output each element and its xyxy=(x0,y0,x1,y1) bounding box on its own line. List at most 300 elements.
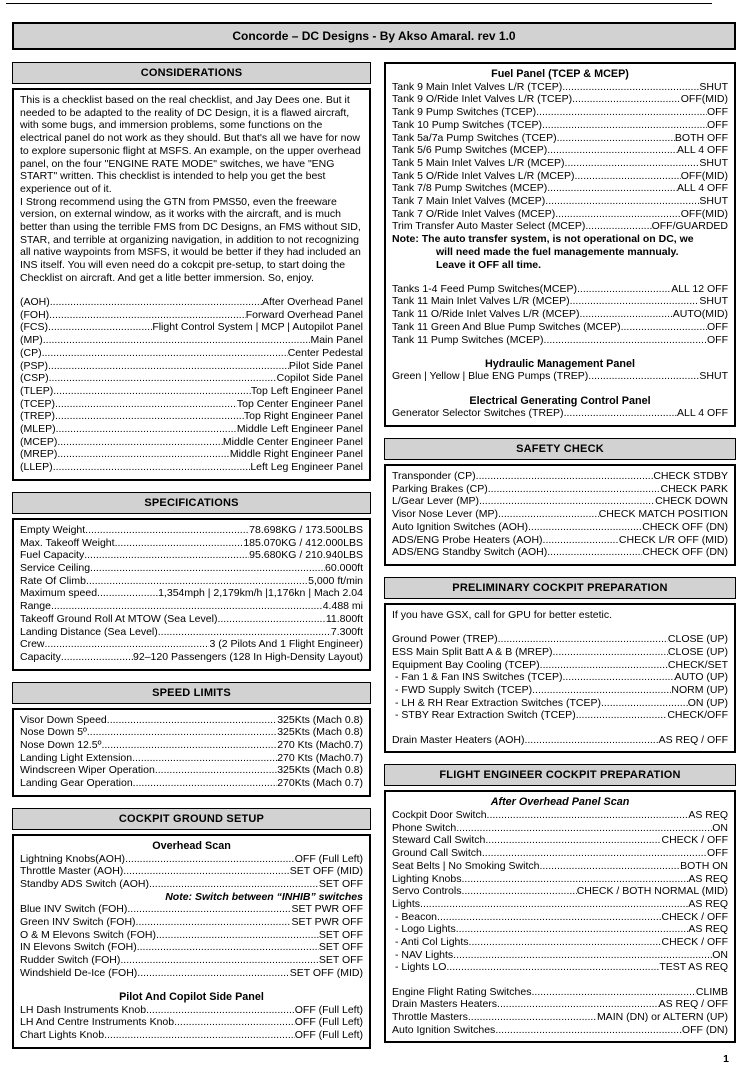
dot-leader xyxy=(420,898,688,911)
checklist-row xyxy=(20,423,363,436)
dot-leader xyxy=(55,410,244,423)
checklist-row xyxy=(392,974,728,986)
checklist-row xyxy=(20,714,363,727)
page-content xyxy=(12,22,736,1060)
dot-leader xyxy=(137,967,289,980)
checklist-row xyxy=(392,68,728,81)
row-value: ON xyxy=(712,821,728,834)
row-value: 325Kts (Mach 0.8) xyxy=(277,726,363,739)
row-value: CHECK / BOTH NORMAL (MID) xyxy=(576,885,728,898)
row-label: (FCS) xyxy=(20,321,48,334)
dot-leader xyxy=(120,954,318,967)
checklist-row xyxy=(392,283,728,296)
dot-leader xyxy=(217,613,325,626)
row-value: CHECK OFF (DN) xyxy=(642,546,728,559)
row-value: SHUT xyxy=(699,195,728,208)
row-label: Tank 11 Main Inlet Valves L/R (MCEP) xyxy=(392,295,570,308)
row-label: Tank 9 O/Ride Inlet Valves L/R (TCEP) xyxy=(392,93,573,106)
dot-leader xyxy=(545,195,699,208)
checklist-row xyxy=(392,321,728,334)
dot-leader xyxy=(547,182,677,195)
row-value: CLOSE (UP) xyxy=(667,633,728,646)
considerations-paragraph-1: This is a checklist based on the real checklist, and Jay Dees one. But it needed to be adapted to the reality of DC Design, it is a flawed aircraft, with some bugs, and immersion problems, some functions on the electrical panel do not work as they should. But that's all we have for now to explore supersonic flight at MSFS. An example, on the upper overhead panel, on the four "ENGINE RATE MODE" switches, we have "ENG START" written. This checklist is intended to help you get the best experience out of it. xyxy=(20,94,361,195)
row-label: O & M Elevons Switch (FOH) xyxy=(20,928,156,941)
row-label: Nose Down 5º xyxy=(20,726,87,739)
preliminary-cockpit-preparation-list xyxy=(392,609,728,746)
row-label: Tank 9 Pump Switches (TCEP) xyxy=(392,106,537,119)
row-value: AS REQ xyxy=(688,897,728,910)
section-considerations xyxy=(12,62,371,481)
checklist-row xyxy=(392,998,728,1011)
dot-leader xyxy=(564,407,677,420)
dot-leader xyxy=(570,295,700,308)
checklist-row xyxy=(392,709,728,722)
speed-limits-list xyxy=(20,714,363,790)
row-label: Service Ceiling xyxy=(20,562,91,574)
row-label: Takeoff Ground Roll At MTOW (Sea Level) xyxy=(20,612,218,625)
row-value: 95.680KG / 210.940LBS xyxy=(249,549,363,562)
row-label: Maximum speed xyxy=(20,587,98,600)
row-label: Visor Down Speed xyxy=(20,713,107,726)
checklist-row xyxy=(20,372,363,385)
dot-leader xyxy=(565,157,700,170)
dot-leader xyxy=(562,81,699,94)
row-label: Seat Belts | No Smoking Switch xyxy=(392,859,540,872)
row-value: OFF xyxy=(707,847,728,860)
row-value: Pilot Side Panel xyxy=(288,359,363,372)
checklist-row xyxy=(392,949,728,962)
row-label: (MREP) xyxy=(20,448,58,461)
row-value: OFF (DN) xyxy=(681,1023,728,1036)
dot-leader xyxy=(158,626,331,639)
row-value: AS REQ / OFF xyxy=(658,733,728,746)
dot-leader xyxy=(562,671,674,684)
safety-check-header: SAFETY CHECK xyxy=(384,438,736,460)
row-label: Tank 7/8 Pump Switches (MCEP) xyxy=(392,182,548,195)
row-value: CHECK / OFF xyxy=(661,936,728,949)
dot-leader xyxy=(498,633,668,646)
checklist-row xyxy=(392,923,728,936)
dot-leader xyxy=(453,949,712,962)
checklist-row xyxy=(20,638,363,651)
row-value: ALL 4 OFF xyxy=(677,407,728,420)
safety-check-list xyxy=(392,470,728,559)
dot-leader xyxy=(588,370,699,383)
dot-leader xyxy=(48,321,152,334)
checklist-row xyxy=(392,220,728,233)
considerations-paragraph-2: I Strong recommend using the GTN from PMS50, even the freeware version, on external window, as it works with the aircraft, and is much better than using the terrible FMS from DC Designs, an FMS without SID, STAR, and terrible at organizing navigation, in addition to not recognizing all native waypoints from MSFS, it would be better if they had included an INS itself. You will even need do a cokcpit pre-setup, to start doing the Checklist on aircraft. And get a litle better immersion. So, enjoy. xyxy=(20,195,361,284)
checklist-row xyxy=(392,144,728,157)
dot-leader xyxy=(456,923,689,936)
dot-leader xyxy=(552,646,667,659)
checklist-row xyxy=(20,398,363,411)
row-label: (TLEP) xyxy=(20,384,54,397)
row-label: Note: The auto transfer system, is not operational on DC, we xyxy=(392,233,694,246)
abbreviations-list xyxy=(20,285,363,474)
row-label: Tank 10 Pump Switches (TCEP) xyxy=(392,118,542,131)
row-value: Forward Overhead Panel xyxy=(245,308,363,321)
dot-leader xyxy=(557,132,675,145)
checklist-row xyxy=(20,285,363,297)
row-label: (MP) xyxy=(20,334,43,347)
row-value: SHUT xyxy=(699,80,728,93)
row-label: Green | Yellow | Blue ENG Pumps (TREP) xyxy=(392,370,589,383)
checklist-row xyxy=(20,537,363,550)
checklist-row xyxy=(20,739,363,752)
row-label: Tank 11 Green And Blue Pump Switches (MCEP) xyxy=(392,320,621,333)
row-value: AUTO (UP) xyxy=(674,671,728,684)
row-value: MAIN (DN) or ALTERN (UP) xyxy=(596,1011,728,1024)
row-label: (AOH) xyxy=(20,296,50,309)
row-label: Throttle Master (AOH) xyxy=(20,865,124,878)
row-label: Transponder (CP) xyxy=(392,470,476,483)
row-value: OFF (Full Left) xyxy=(294,1016,363,1029)
checklist-row xyxy=(392,483,728,496)
row-label: Visor Nose Lever (MP) xyxy=(392,508,499,521)
checklist-row xyxy=(20,777,363,790)
row-value: 4.488 mi xyxy=(322,600,363,613)
row-label: Blue INV Switch (FOH) xyxy=(20,903,128,916)
row-value: SET OFF xyxy=(318,928,363,941)
checklist-row xyxy=(392,534,728,547)
checklist-row xyxy=(20,878,363,891)
row-value: CHECK STDBY xyxy=(653,470,728,483)
dot-leader xyxy=(56,423,237,436)
row-label: Rate Of Climb xyxy=(20,574,86,587)
row-label: Electrical Generating Control Panel xyxy=(469,394,651,407)
dot-leader xyxy=(87,726,277,739)
row-value: Top Right Engineer Panel xyxy=(243,410,363,423)
row-label: Steward Call Switch xyxy=(392,834,486,847)
checklist-row xyxy=(20,360,363,373)
checklist-row xyxy=(392,1011,728,1024)
checklist-row xyxy=(392,157,728,170)
row-label: Tank 5/6 Pump Switches (MCEP) xyxy=(392,144,548,157)
row-value: CHECK L/R OFF (MID) xyxy=(618,533,728,546)
row-value: SET PWR OFF xyxy=(291,903,363,916)
row-value: AUTO(MID) xyxy=(672,308,728,321)
dot-leader xyxy=(86,575,308,588)
row-value: CHECK / OFF xyxy=(661,910,728,923)
row-value: OFF xyxy=(707,333,728,346)
checklist-row xyxy=(20,967,363,980)
dot-leader xyxy=(482,847,707,860)
checklist-row xyxy=(20,385,363,398)
checklist-row xyxy=(392,495,728,508)
checklist-row xyxy=(20,840,363,853)
checklist-row xyxy=(392,195,728,208)
checklist-row xyxy=(20,587,363,600)
row-value: OFF xyxy=(707,118,728,131)
dot-leader xyxy=(574,170,680,183)
row-label: L/Gear Lever (MP) xyxy=(392,495,479,508)
checklist-row xyxy=(392,898,728,911)
row-value: AS REQ xyxy=(688,923,728,936)
checklist-row xyxy=(20,916,363,929)
row-value: 7.300ft xyxy=(330,625,363,638)
row-label: - NAV Lights xyxy=(395,948,454,961)
flight-engineer-cockpit-preparation-box xyxy=(384,790,736,1043)
considerations-header: CONSIDERATIONS xyxy=(12,62,371,84)
dot-leader xyxy=(57,436,223,449)
dot-leader xyxy=(146,1004,295,1017)
dot-leader xyxy=(497,998,659,1011)
row-label: will need made the fuel managemente mannualy. xyxy=(436,245,679,258)
checklist-row xyxy=(20,296,363,309)
dot-leader xyxy=(174,1016,295,1029)
row-value: SET OFF (MID) xyxy=(289,865,363,878)
row-label: Standby ADS Switch (AOH) xyxy=(20,877,149,890)
checklist-row xyxy=(20,980,363,992)
row-value: OFF (Full Left) xyxy=(294,1003,363,1016)
checklist-row xyxy=(392,986,728,999)
dot-leader xyxy=(55,398,237,411)
row-label: Capacity xyxy=(20,650,61,663)
row-value: 270Kts (Mach 0.7) xyxy=(277,777,363,790)
row-value: OFF(MID) xyxy=(680,207,728,220)
flight-engineer-cockpit-preparation-list xyxy=(392,796,728,1036)
row-value: SET OFF xyxy=(318,877,363,890)
row-label: Windscreen Wiper Operation xyxy=(20,764,155,777)
dot-leader xyxy=(469,936,662,949)
checklist-row xyxy=(20,613,363,626)
row-label: ADS/ENG Probe Heaters (AOH) xyxy=(392,533,543,546)
section-specifications xyxy=(12,492,371,671)
row-label: Phone Switch xyxy=(392,821,457,834)
dot-leader xyxy=(621,321,707,334)
row-label: Lights xyxy=(392,897,421,910)
dot-leader xyxy=(488,483,661,496)
preliminary-cockpit-preparation-box xyxy=(384,603,736,753)
checklist-row xyxy=(20,1029,363,1042)
row-value: TEST AS REQ xyxy=(659,961,728,974)
dot-leader xyxy=(485,834,661,847)
dot-leader xyxy=(539,860,680,873)
row-value: SHUT xyxy=(699,156,728,169)
checklist-row xyxy=(392,622,728,634)
checklist-row xyxy=(20,448,363,461)
row-label: - Fan 1 & Fan INS Switches (TCEP) xyxy=(395,671,563,684)
row-label: - STBY Rear Extraction Switch (TCEP) xyxy=(395,709,576,722)
section-preliminary-cockpit-preparation xyxy=(384,577,736,753)
row-label: - Lights LO xyxy=(395,961,447,974)
row-value: 78.698KG / 173.500LBS xyxy=(249,523,363,536)
dot-leader xyxy=(536,106,707,119)
dot-leader xyxy=(156,929,319,942)
checklist-row xyxy=(392,81,728,94)
row-label: If you have GSX, call for GPU for better estetic. xyxy=(392,609,613,621)
checklist-row xyxy=(392,885,728,898)
checklist-row xyxy=(20,549,363,562)
row-value: BOTH ON xyxy=(680,859,728,872)
checklist-row xyxy=(392,259,728,272)
dot-leader xyxy=(149,878,319,891)
row-label: Tanks 1-4 Feed Pump Switches(MCEP) xyxy=(392,282,577,295)
dot-leader xyxy=(49,372,277,385)
section-safety-check xyxy=(384,438,736,566)
dot-leader xyxy=(495,1024,682,1037)
checklist-row xyxy=(20,891,363,904)
fuel-panel-box xyxy=(384,62,736,427)
row-value: 325Kts (Mach 0.8) xyxy=(277,764,363,777)
row-value: OFF (Full Left) xyxy=(294,1029,363,1042)
row-value: NORM (UP) xyxy=(671,684,728,697)
dot-leader xyxy=(528,521,642,534)
row-value: OFF(MID) xyxy=(680,93,728,106)
row-label: ESS Main Split Batt A & B (MREP) xyxy=(392,645,553,658)
row-label: Throttle Masters xyxy=(392,1011,468,1024)
row-label: Landing Distance (Sea Level) xyxy=(20,625,158,638)
checklist-row xyxy=(20,726,363,739)
dot-leader xyxy=(540,659,668,672)
dot-leader xyxy=(49,309,246,322)
row-label: (MCEP) xyxy=(20,435,58,448)
row-label: Fuel Panel (TCEP & MCEP) xyxy=(491,68,629,80)
row-label: Crew xyxy=(20,638,45,651)
row-label: Trim Transfer Auto Master Select (MCEP) xyxy=(392,220,586,233)
row-value: CHECK/OFF xyxy=(667,709,728,722)
checklist-row xyxy=(392,119,728,132)
dot-leader xyxy=(543,534,619,547)
dot-leader xyxy=(585,220,651,233)
row-label: Overhead Scan xyxy=(152,839,231,852)
row-label: Chart Lights Knob xyxy=(20,1029,105,1042)
dot-leader xyxy=(48,360,289,373)
dot-leader xyxy=(476,470,654,483)
dot-leader xyxy=(136,916,292,929)
row-value: Flight Control System | MCP | Autopilot Panel xyxy=(152,321,363,334)
row-value: SET OFF xyxy=(318,954,363,967)
checklist-row xyxy=(392,834,728,847)
speed-limits-box xyxy=(12,708,371,797)
page-top-rule xyxy=(6,3,712,4)
checklist-row xyxy=(20,853,363,866)
row-value: CHECK DOWN xyxy=(655,495,728,508)
checklist-row xyxy=(392,609,728,622)
row-value: CHECK OFF (DN) xyxy=(642,520,728,533)
dot-leader xyxy=(498,508,599,521)
checklist-row xyxy=(392,684,728,697)
checklist-row xyxy=(20,461,363,474)
row-label: LH And Centre Instruments Knob xyxy=(20,1016,175,1029)
checklist-row xyxy=(392,1024,728,1037)
row-value: CHECK PARK xyxy=(660,482,728,495)
row-value: Middle Right Engineer Panel xyxy=(229,448,363,461)
dot-leader xyxy=(61,651,133,664)
considerations-box xyxy=(12,88,371,481)
row-value: 60.000ft xyxy=(325,562,363,574)
row-label: Cockpit Door Switch xyxy=(392,809,487,822)
row-label: Nose Down 12.5º xyxy=(20,739,102,752)
row-value: SHUT xyxy=(699,370,728,383)
row-value: SET PWR OFF xyxy=(291,916,363,929)
row-value: OFF (Full Left) xyxy=(294,852,363,865)
checklist-row xyxy=(20,941,363,954)
row-label: Pilot And Copilot Side Panel xyxy=(119,991,264,1004)
checklist-row xyxy=(392,961,728,974)
row-value: Middle Left Engineer Panel xyxy=(236,423,363,436)
checklist-row xyxy=(20,991,363,1004)
row-label: Equipment Bay Cooling (TCEP) xyxy=(392,658,540,671)
row-label: Tank 11 Pump Switches (MCEP) xyxy=(392,333,544,346)
row-value: ON (UP) xyxy=(687,696,728,709)
row-value: OFF xyxy=(707,320,728,333)
checklist-row xyxy=(20,1004,363,1017)
row-label: Tank 7 Main Inlet Valves (MCEP) xyxy=(392,195,546,208)
row-label: (FOH) xyxy=(20,308,50,321)
row-value: 3 (2 Pilots And 1 Flight Engineer) xyxy=(209,638,363,651)
checklist-row xyxy=(392,395,728,408)
dot-leader xyxy=(53,385,251,398)
row-label: - FWD Supply Switch (TCEP) xyxy=(395,684,533,697)
row-value: Center Pedestal xyxy=(287,346,363,359)
row-label: Parking Brakes (CP) xyxy=(392,482,488,495)
row-value: ALL 12 OFF xyxy=(671,282,728,295)
dot-leader xyxy=(532,986,696,999)
row-label: Landing Gear Operation xyxy=(20,777,133,790)
row-value: Main Panel xyxy=(310,334,363,347)
row-label: (CSP) xyxy=(20,372,49,385)
row-label: Range xyxy=(20,600,51,613)
right-column xyxy=(384,62,736,1054)
row-label: (CP) xyxy=(20,346,42,359)
checklist-row xyxy=(392,697,728,710)
dot-leader xyxy=(544,334,707,347)
row-label: (LLEP) xyxy=(20,461,53,474)
row-label: (TCEP) xyxy=(20,397,55,410)
row-label: After Overhead Panel Scan xyxy=(490,796,630,809)
row-label: Tank 5a/7a Pump Switches (TCEP) xyxy=(392,131,557,144)
row-value: SHUT xyxy=(699,295,728,308)
row-label: LH Dash Instruments Knob xyxy=(20,1003,147,1016)
row-value: Top Center Engineer Panel xyxy=(236,397,363,410)
dot-leader xyxy=(461,873,688,886)
row-label: Auto Ignition Switches xyxy=(392,1023,496,1036)
checklist-row xyxy=(392,182,728,195)
row-label: (MLEP) xyxy=(20,423,56,436)
dot-leader xyxy=(115,537,244,550)
row-label: Windshield De-Ice (FOH) xyxy=(20,966,138,979)
dot-leader xyxy=(125,853,295,866)
row-value: CLOSE (UP) xyxy=(667,645,728,658)
dot-leader xyxy=(547,546,642,559)
row-label: Tank 7 O/Ride Inlet Valves (MCEP) xyxy=(392,207,556,220)
row-value: 185.070KG / 412.000LBS xyxy=(243,536,363,549)
document-title-bar xyxy=(12,22,736,50)
row-value: OFF(MID) xyxy=(680,169,728,182)
row-label: - LH & RH Rear Extraction Switches (TCEP) xyxy=(395,696,601,709)
dot-leader xyxy=(51,600,323,613)
dot-leader xyxy=(85,524,249,537)
row-value: After Overhead Panel xyxy=(262,296,363,309)
row-label: Generator Selector Switches (TREP) xyxy=(392,407,564,420)
row-label: Tank 9 Main Inlet Valves L/R (TCEP) xyxy=(392,80,563,93)
row-label: Leave it OFF all time. xyxy=(436,258,542,271)
row-label: Tank 5 Main Inlet Valves L/R (MCEP) xyxy=(392,156,565,169)
preliminary-cockpit-preparation-header: PRELIMINARY COCKPIT PREPARATION xyxy=(384,577,736,599)
row-label: Fuel Capacity xyxy=(20,549,85,562)
dot-leader xyxy=(57,448,230,461)
cockpit-ground-setup-header: COCKPIT GROUND SETUP xyxy=(12,808,371,830)
checklist-row xyxy=(392,358,728,371)
checklist-row xyxy=(20,410,363,423)
row-label: - Anti Col Lights xyxy=(395,936,469,949)
row-value: ALL 4 OFF xyxy=(677,144,728,157)
dot-leader xyxy=(456,822,712,835)
checklist-row xyxy=(392,246,728,259)
row-value: Copilot Side Panel xyxy=(276,372,363,385)
dot-leader xyxy=(132,752,277,765)
